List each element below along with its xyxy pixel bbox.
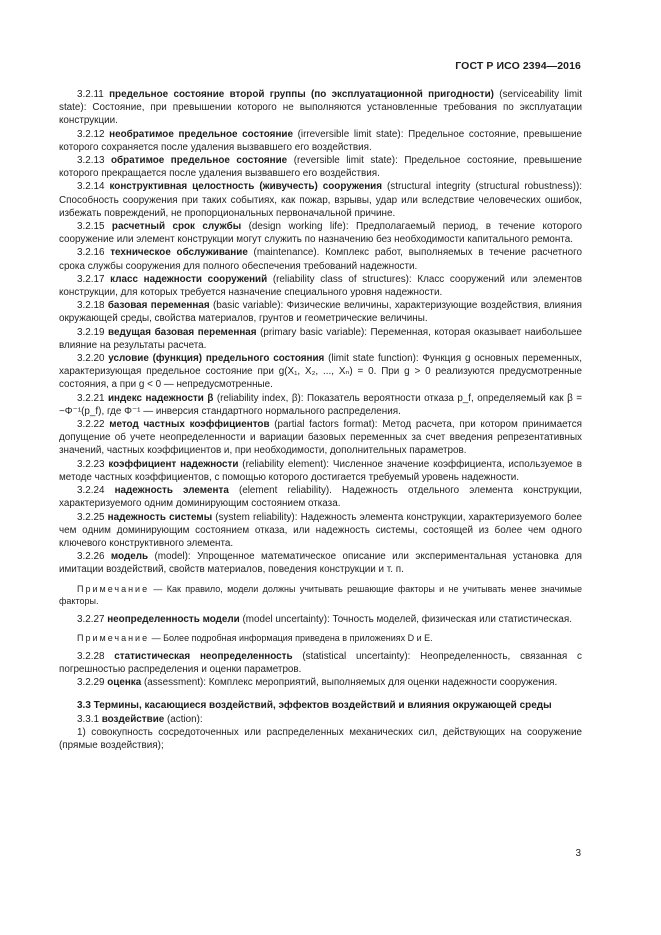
term-number: 3.2.29 <box>77 677 105 689</box>
term-number: 3.2.12 <box>77 128 105 140</box>
term-definition: (primary basic variable): Переменная, которая оказывает наибольшее влияние на результаты расчета. <box>59 326 583 351</box>
definition-paragraph <box>59 220 582 246</box>
definition-paragraph <box>59 273 582 299</box>
term-name: предельное состояние второй группы (по эксплуатационной пригодности) <box>109 89 494 100</box>
term-name: оценка <box>107 677 142 689</box>
definition-paragraph <box>59 713 582 726</box>
term-number: 3.2.23 <box>77 458 105 470</box>
term-name: неопределенность модели <box>107 613 240 625</box>
document-header: ГОСТ Р ИСО 2394—2016 <box>455 60 581 72</box>
term-definition: (design working life): Предполагаемый период, в течение которого сооружение или элемент конструкции могут служить по назначению без необходимости капитального ремонта. <box>59 221 582 246</box>
term-definition: (irreversible limit state): Предельное состояние, превышение которого сохраняется после удаления вызвавшего его воздействия. <box>59 128 582 153</box>
definition-paragraph <box>59 299 582 325</box>
definitions-list <box>59 88 582 577</box>
document-body <box>59 88 582 752</box>
note-label: Примечание <box>77 583 150 594</box>
list-item: 1) совокупность сосредоточенных или распределенных механических сил, действующих на сооружение (прямые воздействия); <box>59 727 582 752</box>
term-name: базовая переменная <box>107 300 210 312</box>
section-heading: 3.3 Термины, касающиеся воздействий, эффектов воздействий и влияния окружающей среды <box>77 700 552 712</box>
term-definition: (reliability index, β): Показатель вероятности отказа p_f, определяемый как β = −Φ⁻¹(p_f), где Φ⁻¹ — инверсия стандартного нормального распределения. <box>59 392 582 417</box>
term-definition: (basic variable): Физические величины, характеризующие воздействия, влияния окружающей среды, свойства материалов, грунтов и геометрические величины. <box>59 300 582 325</box>
term-definition: (action): <box>164 713 203 725</box>
term-number: 3.2.28 <box>77 650 105 662</box>
term-definition: (reversible limit state): Предельное состояние, превышение которого прекращается после удаления вызвавшего его воздействия. <box>59 155 582 180</box>
term-number: 3.2.21 <box>77 392 105 404</box>
term-number: 3.2.19 <box>77 326 105 338</box>
term-number: 3.2.26 <box>77 551 105 563</box>
term-number: 3.2.15 <box>77 221 105 233</box>
definition-paragraph <box>59 418 582 458</box>
note-label: Примечание <box>77 632 150 643</box>
term-definition: (element reliability). Надежность отдельного элемента конструкции, характеризуемого одним доминирующим состоянием отказа. <box>59 485 582 510</box>
term-name: надежность системы <box>107 511 213 523</box>
term-number: 3.3.1 <box>77 713 99 725</box>
definition-paragraph <box>59 154 582 180</box>
term-number: 3.2.20 <box>77 353 105 365</box>
definitions-list <box>59 650 582 690</box>
definition-paragraph <box>59 676 582 689</box>
term-name: статистическая неопределенность <box>114 650 293 662</box>
term-number: 3.2.17 <box>77 273 105 285</box>
note-paragraph <box>59 632 582 644</box>
term-number: 3.2.25 <box>77 511 105 523</box>
definition-paragraph <box>59 392 582 418</box>
definition-paragraph <box>59 88 582 128</box>
term-number: 3.2.18 <box>77 300 105 312</box>
term-definition: (limit state function): Функция g основных переменных, характеризующая предельное состояние при g(X₁, X₂, ..., Xₙ) = 0. При g > 0 реализуются предусмотренные состояния, а при g < 0 — непредусмотренные. <box>59 353 582 391</box>
definition-paragraph <box>59 128 582 154</box>
definition-paragraph <box>59 180 582 220</box>
term-number: 3.2.11 <box>77 89 104 100</box>
term-definition: (reliability element): Численное значение коэффициента, используемое в методе частных коэффициентов, с помощью которого достигается требуемый уровень надежности. <box>59 458 582 483</box>
term-definition: (model): Упрощенное математическое описание или экспериментальная установка для имитации воздействий, свойств материалов, поведения конструкции и т. п. <box>59 551 582 576</box>
definition-paragraph <box>59 352 582 392</box>
definition-paragraph <box>59 326 582 352</box>
term-name: индекс надежности β <box>107 392 214 404</box>
definition-paragraph <box>59 458 582 484</box>
term-number: 3.2.24 <box>77 485 105 497</box>
term-name: необратимое предельное состояние <box>109 128 293 140</box>
term-number: 3.2.22 <box>77 419 105 431</box>
term-name: модель <box>110 551 149 563</box>
term-name: воздействие <box>101 713 165 725</box>
term-definition: (serviceability limit state): Состояние, при превышении которого не выполняются установленные требования по эксплуатации конструкции. <box>59 89 582 127</box>
term-definition: (model uncertainty): Точность моделей, физическая или статистическая. <box>239 613 572 625</box>
term-name: расчетный срок службы <box>111 221 242 233</box>
term-name: условие (функция) предельного состояния <box>108 353 325 365</box>
definition-paragraph <box>59 511 582 551</box>
term-name: конструктивная целостность (живучесть) сооружения <box>109 181 383 193</box>
note-paragraph <box>59 583 582 607</box>
term-name: ведущая базовая переменная <box>108 326 257 338</box>
term-name: надежность элемента <box>114 485 229 497</box>
term-name: класс надежности сооружений <box>110 273 268 285</box>
term-definition: (statistical uncertainty): Неопределенность, связанная с погрешностью распределения и оценки параметров. <box>59 650 582 675</box>
term-name: техническое обслуживание <box>110 247 248 259</box>
term-definition: (reliability class of structures): Класс сооружений или элементов конструкции, для которых требуется назначение специального уровня надежности. <box>59 273 583 299</box>
definition-paragraph <box>59 484 582 510</box>
term-name: коэффициент надежности <box>108 458 239 470</box>
term-number: 3.2.16 <box>77 247 105 259</box>
term-definition: (structural integrity (structural robustness)): Способность сооружения при таких событиях, как пожар, взрывы, удар или вследствие человеческих ошибок, избежать повреждений, не пропорциональных первоначальной причине. <box>59 181 582 219</box>
term-definition: (partial factors format): Метод расчета, при котором принимается допущение об учете неопределенности и вариации базовых переменных за счет введения репрезентативных значений, частных коэффициентов и, при необходимости, дополнительных параметров. <box>59 419 582 457</box>
definition-paragraph <box>59 550 582 576</box>
note-text: — Более подробная информация приведена в приложениях D и E. <box>149 632 433 643</box>
page-number: 3 <box>575 848 581 859</box>
term-definition: (maintenance). Комплекс работ, выполняемых в течение расчетного срока службы сооружения для полного обеспечения требований надежности. <box>59 247 582 272</box>
definition-paragraph <box>59 613 582 626</box>
note-text: — Как правило, модели должны учитывать решающие факторы и не учитывать менее значимые факторы. <box>59 583 582 606</box>
definition-paragraph <box>59 650 582 676</box>
term-number: 3.2.27 <box>77 613 105 625</box>
term-name: метод частных коэффициентов <box>109 419 270 431</box>
definition-paragraph <box>59 246 582 272</box>
term-definition: (assessment): Комплекс мероприятий, выполняемых для оценки надежности сооружения. <box>141 677 558 689</box>
term-number: 3.2.14 <box>77 181 105 193</box>
term-definition: (system reliability): Надежность элемента конструкции, характеризуемого более чем одним доминирующим состоянием отказа, или надежность системы, состоящей из более чем одного ключевого конструктивного элемента. <box>59 511 582 549</box>
term-name: обратимое предельное состояние <box>111 155 288 167</box>
term-number: 3.2.13 <box>77 155 105 167</box>
